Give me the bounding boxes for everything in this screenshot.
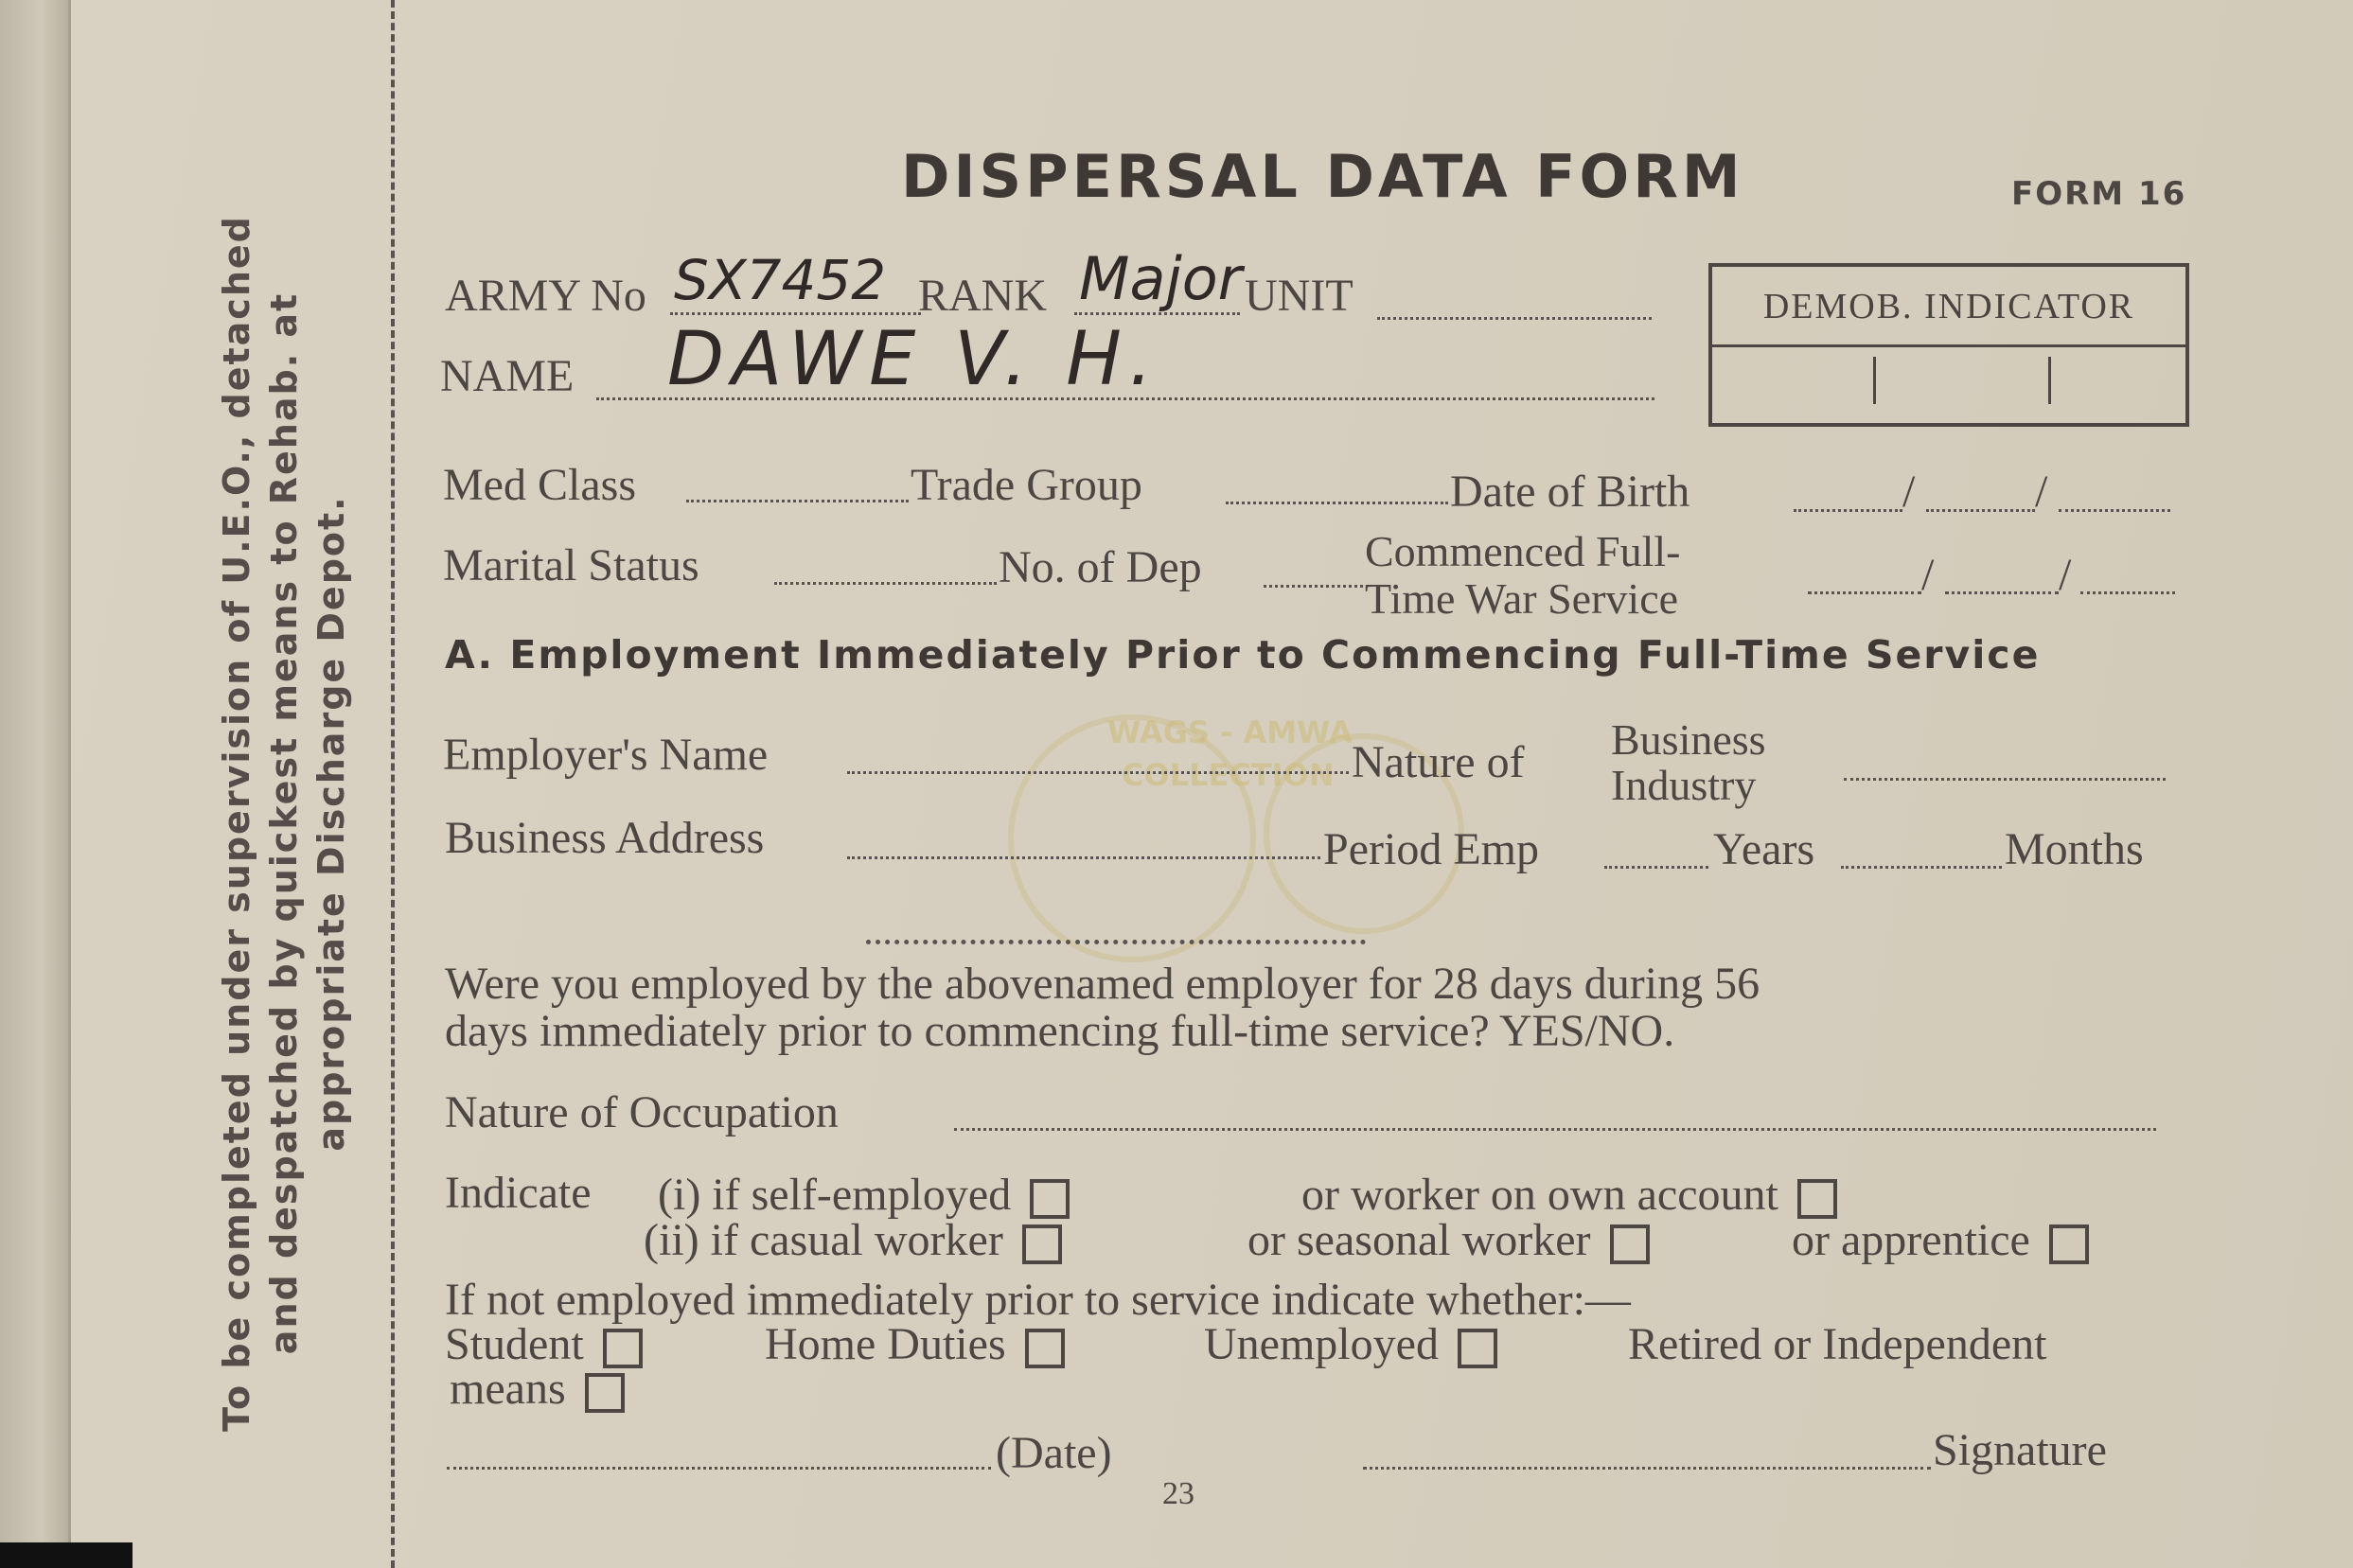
indicate-label: Indicate bbox=[445, 1168, 592, 1218]
unemployed-option: Unemployed bbox=[1204, 1318, 1497, 1370]
army-no-value: SX7452 bbox=[674, 248, 887, 312]
own-account-checkbox[interactable] bbox=[1797, 1179, 1837, 1219]
date-field[interactable] bbox=[447, 1467, 991, 1470]
dob-label: Date of Birth bbox=[1450, 467, 1690, 517]
dob-year-field[interactable] bbox=[2059, 509, 2170, 512]
med-class-field[interactable] bbox=[686, 500, 909, 502]
side-instruction-line3: appropriate Discharge Depot. bbox=[310, 495, 352, 1152]
months-label: Months bbox=[2005, 824, 2144, 874]
trade-group-field[interactable] bbox=[1226, 502, 1448, 504]
months-field[interactable] bbox=[1841, 866, 2002, 869]
med-class-label: Med Class bbox=[443, 460, 636, 510]
name-label: NAME bbox=[440, 351, 575, 401]
years-label: Years bbox=[1713, 824, 1815, 874]
not-employed-label: If not employed immediately prior to service indicate whether:— bbox=[445, 1275, 1631, 1325]
period-emp-label: Period Emp bbox=[1323, 824, 1539, 874]
self-employed-option: (i) if self-employed bbox=[658, 1169, 1070, 1221]
self-employed-checkbox[interactable] bbox=[1030, 1179, 1070, 1219]
marital-status-label: Marital Status bbox=[443, 540, 699, 590]
retired-independent-checkbox[interactable] bbox=[585, 1373, 625, 1413]
home-duties-checkbox[interactable] bbox=[1025, 1329, 1065, 1368]
seasonal-worker-option: or seasonal worker bbox=[1247, 1214, 1650, 1266]
signature-field[interactable] bbox=[1363, 1467, 1931, 1470]
date-label: (Date) bbox=[996, 1428, 1112, 1478]
occupation-field[interactable] bbox=[954, 1128, 2156, 1131]
marital-status-field[interactable] bbox=[774, 582, 997, 585]
casual-worker-checkbox[interactable] bbox=[1022, 1224, 1062, 1264]
business-address-label: Business Address bbox=[445, 813, 765, 863]
nature-of-label: Nature of bbox=[1352, 737, 1525, 787]
unit-field[interactable] bbox=[1377, 317, 1652, 320]
dependants-field[interactable] bbox=[1264, 585, 1363, 588]
commenced-year-field[interactable] bbox=[2080, 591, 2175, 594]
commenced-service-label: Commenced Full- Time War Service bbox=[1365, 527, 1681, 623]
casual-worker-option: (ii) if casual worker bbox=[644, 1214, 1062, 1266]
own-account-option: or worker on own account bbox=[1301, 1169, 1837, 1221]
years-field[interactable] bbox=[1604, 866, 1708, 869]
occupation-label: Nature of Occupation bbox=[445, 1087, 839, 1137]
watermark-text-1: WAGS - AMWA bbox=[1107, 714, 1353, 750]
unit-label: UNIT bbox=[1245, 271, 1353, 321]
commenced-slash-1: / bbox=[1921, 550, 1935, 600]
seasonal-worker-checkbox[interactable] bbox=[1610, 1224, 1650, 1264]
army-no-label: ARMY No bbox=[445, 271, 646, 321]
address-line-2[interactable] bbox=[866, 940, 1366, 944]
employer-name-field[interactable] bbox=[847, 771, 1349, 774]
commenced-slash-2: / bbox=[2059, 550, 2072, 600]
book-gutter bbox=[0, 0, 71, 1568]
commenced-day-field[interactable] bbox=[1808, 591, 1921, 594]
business-industry-field[interactable] bbox=[1844, 778, 2166, 781]
side-instruction-line2: and despatched by quickest means to Rehab. at bbox=[263, 291, 305, 1355]
business-industry-label: Business Industry bbox=[1611, 715, 1766, 809]
form-number: FORM 16 bbox=[2011, 175, 2187, 213]
employment-question: Were you employed by the abovenamed employer for 28 days during 56 days immediately prior to commencing full-time service? YES/NO. bbox=[445, 959, 1760, 1056]
rank-value: Major bbox=[1079, 244, 1243, 313]
rank-label: RANK bbox=[918, 271, 1048, 321]
dob-slash-2: / bbox=[2035, 467, 2048, 517]
employer-name-label: Employer's Name bbox=[443, 730, 769, 780]
business-address-field[interactable] bbox=[847, 856, 1320, 859]
means-option: means bbox=[450, 1363, 625, 1415]
page-shadow bbox=[0, 1542, 133, 1568]
unemployed-checkbox[interactable] bbox=[1458, 1329, 1497, 1368]
dob-slash-1: / bbox=[1902, 467, 1916, 517]
watermark-seal-left bbox=[1008, 714, 1256, 962]
watermark-text-2: COLLECTION bbox=[1122, 757, 1335, 793]
dob-month-field[interactable] bbox=[1926, 509, 2035, 512]
form-title: DISPERSAL DATA FORM bbox=[901, 142, 1744, 211]
side-instruction bbox=[213, 161, 355, 1486]
section-a-heading: A. Employment Immediately Prior to Commencing Full-Time Service bbox=[445, 632, 2041, 678]
signature-label: Signature bbox=[1933, 1425, 2107, 1475]
demob-indicator-box bbox=[1708, 263, 2189, 427]
perforation-line bbox=[391, 0, 395, 1568]
apprentice-option: or apprentice bbox=[1792, 1214, 2089, 1266]
student-option: Student bbox=[445, 1318, 643, 1370]
demob-indicator-label: DEMOB. INDICATOR bbox=[1762, 287, 2135, 326]
dob-day-field[interactable] bbox=[1794, 509, 1902, 512]
dependants-label: No. of Dep bbox=[999, 542, 1202, 592]
side-instruction-line1: To be completed under supervision of U.E.O., detached bbox=[216, 215, 257, 1432]
name-value: DAWE V. H. bbox=[667, 317, 1160, 402]
home-duties-option: Home Duties bbox=[765, 1318, 1065, 1370]
apprentice-checkbox[interactable] bbox=[2049, 1224, 2089, 1264]
page-number: 23 bbox=[1162, 1476, 1194, 1511]
retired-label: Retired or Independent bbox=[1628, 1319, 2047, 1369]
trade-group-label: Trade Group bbox=[911, 460, 1142, 510]
commenced-month-field[interactable] bbox=[1945, 591, 2059, 594]
